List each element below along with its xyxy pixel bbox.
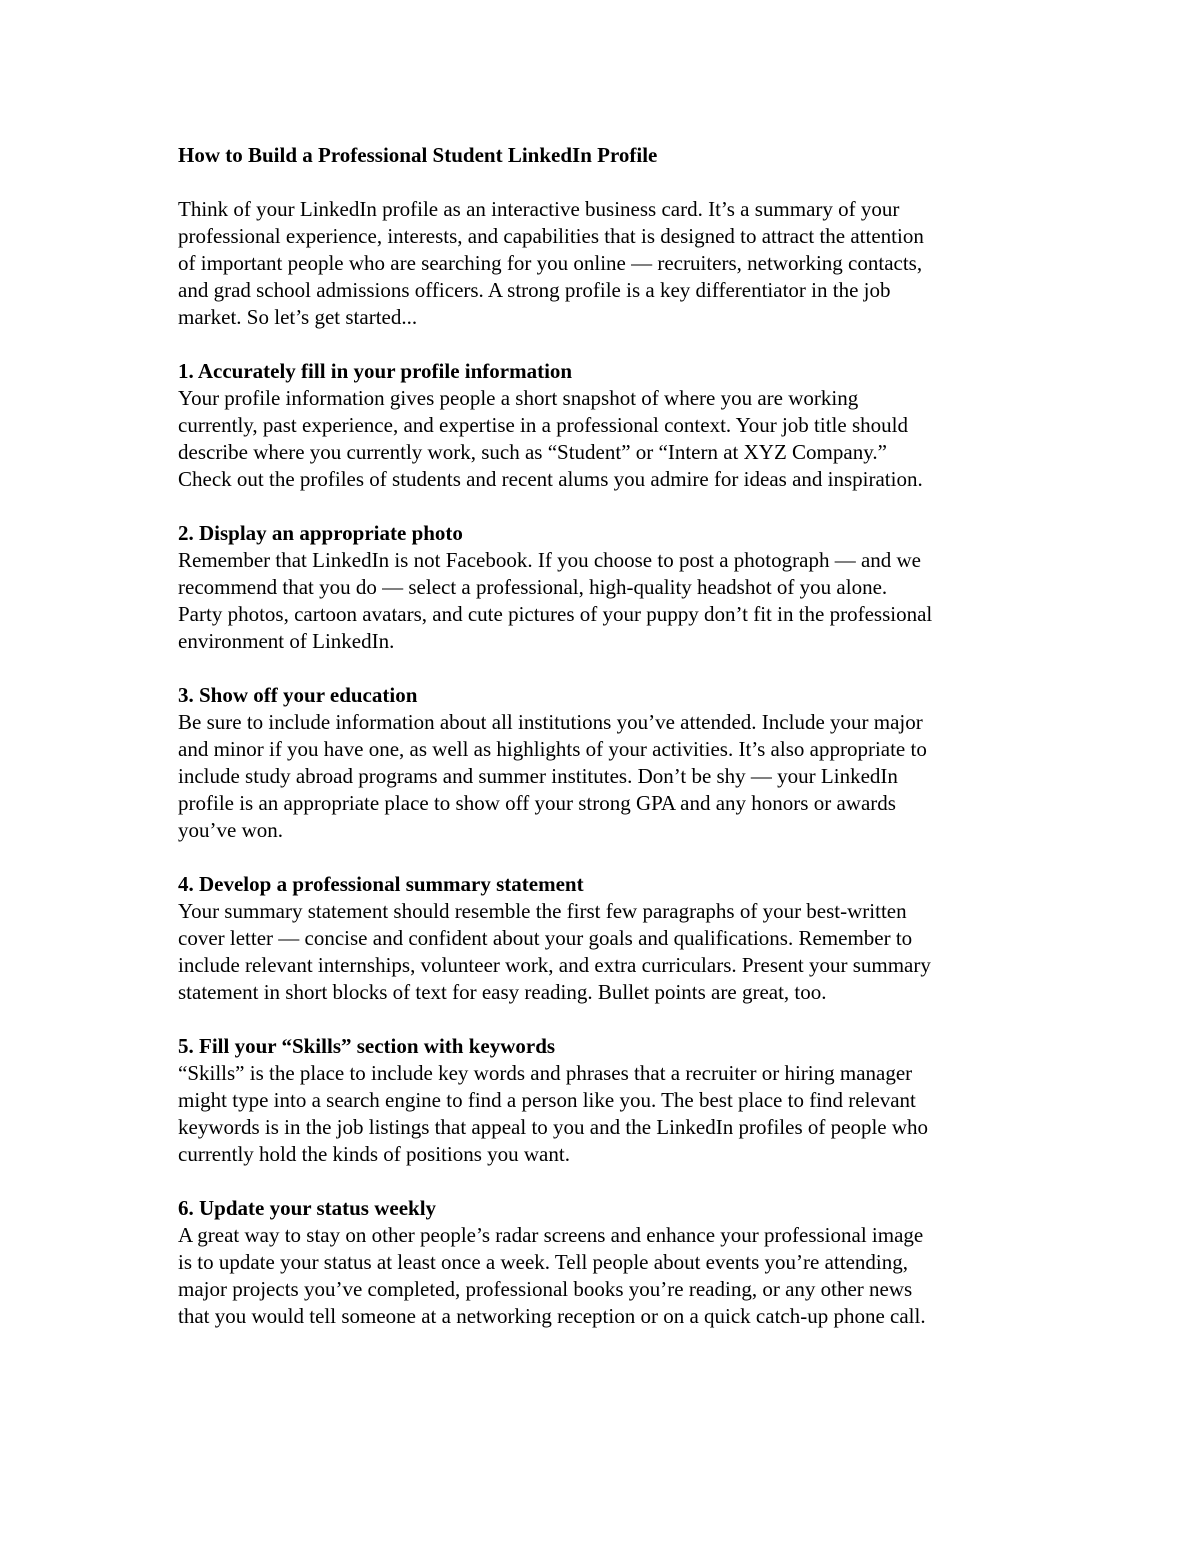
- intro-line: professional experience, interests, and capabilities that is designed to attract the attention: [178, 224, 924, 248]
- body-line: is to update your status at least once a week. Tell people about events you’re attending,: [178, 1250, 909, 1274]
- body-line: might type into a search engine to find a person like you. The best place to find relevant: [178, 1088, 916, 1112]
- section-heading: 2. Display an appropriate photo: [178, 521, 463, 545]
- body-line: statement in short blocks of text for easy reading. Bullet points are great, too.: [178, 980, 827, 1004]
- body-line: profile is an appropriate place to show off your strong GPA and any honors or awards: [178, 791, 896, 815]
- section-profile-information: [178, 358, 1030, 493]
- body-line: you’ve won.: [178, 818, 283, 842]
- body-line: “Skills” is the place to include key words and phrases that a recruiter or hiring manager: [178, 1061, 913, 1085]
- body-line: keywords is in the job listings that appeal to you and the LinkedIn profiles of people who: [178, 1115, 929, 1139]
- intro-line: market. So let’s get started...: [178, 305, 418, 329]
- section-body: [178, 385, 1030, 493]
- body-line: major projects you’ve completed, professional books you’re reading, or any other news: [178, 1277, 913, 1301]
- body-line: cover letter — concise and confident about your goals and qualifications. Remember to: [178, 926, 913, 950]
- section-summary-statement: [178, 871, 1030, 1006]
- document-page: [178, 142, 1030, 1330]
- section-education: [178, 682, 1030, 844]
- body-line: currently, past experience, and expertise in a professional context. Your job title should: [178, 413, 908, 437]
- intro-line: and grad school admissions officers. A strong profile is a key differentiator in the job: [178, 278, 891, 302]
- section-body: [178, 898, 1030, 1006]
- intro-paragraph: [178, 196, 1030, 331]
- section-status-updates: [178, 1195, 1030, 1330]
- body-line: and minor if you have one, as well as highlights of your activities. It’s also appropriate to: [178, 737, 927, 761]
- body-line: Remember that LinkedIn is not Facebook. If you choose to post a photograph — and we: [178, 548, 921, 572]
- section-body: [178, 1060, 1030, 1168]
- section-heading: 1. Accurately fill in your profile information: [178, 359, 573, 383]
- section-heading: 5. Fill your “Skills” section with keywords: [178, 1034, 556, 1058]
- section-heading: 4. Develop a professional summary statement: [178, 872, 584, 896]
- section-body: [178, 709, 1030, 844]
- section-body: [178, 1222, 1030, 1330]
- body-line: currently hold the kinds of positions you want.: [178, 1142, 570, 1166]
- section-heading: 3. Show off your education: [178, 683, 418, 707]
- document-title: How to Build a Professional Student LinkedIn Profile: [178, 143, 658, 167]
- body-line: recommend that you do — select a professional, high-quality headshot of you alone.: [178, 575, 888, 599]
- intro-line: Think of your LinkedIn profile as an interactive business card. It’s a summary of your: [178, 197, 900, 221]
- section-photo: [178, 520, 1030, 655]
- body-line: include study abroad programs and summer institutes. Don’t be shy — your LinkedIn: [178, 764, 898, 788]
- intro-line: of important people who are searching for you online — recruiters, networking contacts,: [178, 251, 923, 275]
- body-line: describe where you currently work, such as “Student” or “Intern at XYZ Company.”: [178, 440, 887, 464]
- body-line: Party photos, cartoon avatars, and cute pictures of your puppy don’t fit in the professional: [178, 602, 933, 626]
- body-line: that you would tell someone at a networking reception or on a quick catch-up phone call.: [178, 1304, 926, 1328]
- body-line: Your profile information gives people a short snapshot of where you are working: [178, 386, 859, 410]
- section-skills: [178, 1033, 1030, 1168]
- body-line: include relevant internships, volunteer work, and extra curriculars. Present your summary: [178, 953, 931, 977]
- section-heading: 6. Update your status weekly: [178, 1196, 437, 1220]
- section-body: [178, 547, 1030, 655]
- body-line: environment of LinkedIn.: [178, 629, 395, 653]
- body-line: Your summary statement should resemble the first few paragraphs of your best-written: [178, 899, 907, 923]
- body-line: Be sure to include information about all institutions you’ve attended. Include your major: [178, 710, 923, 734]
- body-line: A great way to stay on other people’s radar screens and enhance your professional image: [178, 1223, 924, 1247]
- body-line: Check out the profiles of students and recent alums you admire for ideas and inspiration.: [178, 467, 923, 491]
